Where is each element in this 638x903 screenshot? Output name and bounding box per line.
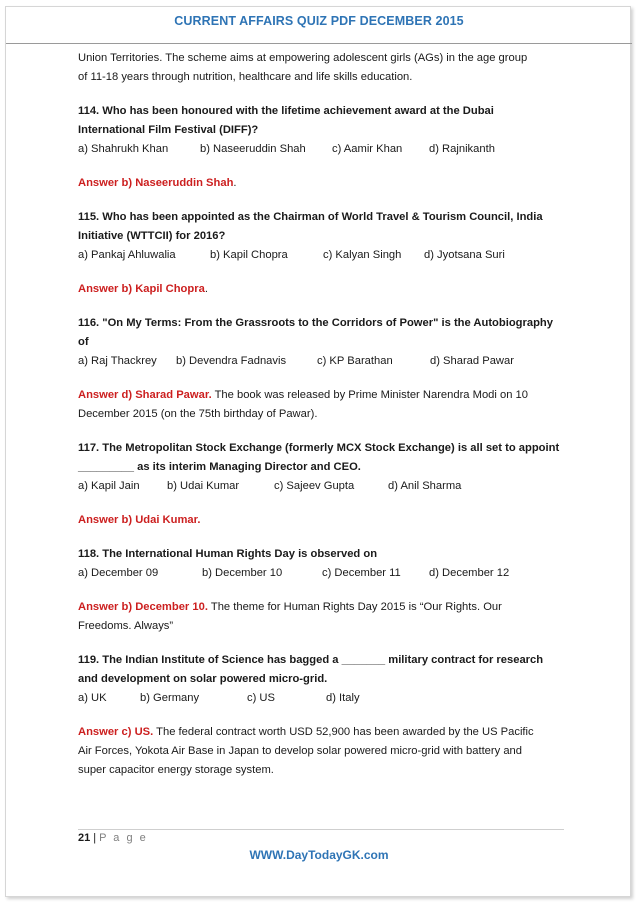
option: c) Aamir Khan (332, 143, 403, 155)
options-row (78, 352, 564, 371)
option: b) Germany (140, 692, 200, 704)
intro-line: of 11-18 years through nutrition, healthcare and life skills education. (78, 71, 413, 83)
answer-text: The book was released by Prime Minister Narendra Modi on 10 (211, 389, 528, 401)
answer-line (78, 723, 564, 742)
option: b) Udai Kumar (167, 480, 240, 492)
answer-line (78, 280, 564, 299)
header-divider (6, 43, 632, 44)
question-text: 119. The Indian Institute of Science has bagged a _______ military contract for research (78, 654, 544, 666)
option: a) Raj Thackrey (78, 355, 157, 367)
answer-label: Answer d) Sharad Pawar. (78, 389, 212, 401)
question-text: and development on solar powered micro-grid. (78, 673, 328, 685)
question-text: 117. The Metropolitan Stock Exchange (formerly MCX Stock Exchange) is all set to appoint (78, 442, 560, 454)
option: c) KP Barathan (317, 355, 393, 367)
question-text: 116. "On My Terms: From the Grassroots to the Corridors of Power" is the Autobiography (78, 317, 553, 329)
option: d) Rajnikanth (429, 143, 495, 155)
answer-text: . (233, 177, 237, 189)
page-content (78, 49, 564, 780)
question-text: Initiative (WTTCII) for 2016? (78, 230, 226, 242)
answer-text: The theme for Human Rights Day 2015 is “Our Rights. Our (207, 601, 502, 613)
answer-line (78, 174, 564, 193)
page-number-value: 21 (78, 832, 91, 844)
option: d) Jyotsana Suri (424, 249, 505, 261)
answer-label: Answer b) Kapil Chopra (78, 283, 205, 295)
page-word: P a g e (99, 832, 148, 844)
answer-text: super capacitor energy storage system. (78, 764, 274, 776)
option: a) December 09 (78, 567, 159, 579)
question-text: 115. Who has been appointed as the Chairman of World Travel & Tourism Council, India (78, 211, 543, 223)
option: d) Italy (326, 692, 360, 704)
option: b) Naseeruddin Shah (200, 143, 306, 155)
options-row (78, 564, 564, 583)
option: c) US (247, 692, 275, 704)
options-row (78, 689, 564, 708)
answer-text: . (204, 283, 208, 295)
option: a) Pankaj Ahluwalia (78, 249, 176, 261)
option: a) Kapil Jain (78, 480, 140, 492)
option: d) December 12 (429, 567, 510, 579)
answer-label: Answer b) Udai Kumar. (78, 514, 201, 526)
footer-site-link[interactable]: WWW.DayTodayGK.com (249, 848, 389, 862)
option: a) UK (78, 692, 107, 704)
question-text: International Film Festival (DIFF)? (78, 124, 259, 136)
answer-label: Answer b) Naseeruddin Shah (78, 177, 234, 189)
page-header-title: CURRENT AFFAIRS QUIZ PDF DECEMBER 2015 (174, 14, 464, 28)
options-row (78, 140, 564, 159)
question-text: 118. The International Human Rights Day is observed on (78, 548, 378, 560)
answer-text: Freedoms. Always” (78, 620, 174, 632)
footer-divider (78, 829, 564, 830)
option: c) Sajeev Gupta (274, 480, 355, 492)
intro-line: Union Territories. The scheme aims at empowering adolescent girls (AGs) in the age group (78, 52, 528, 64)
option: b) Devendra Fadnavis (176, 355, 287, 367)
page-separator: | (93, 832, 97, 844)
option: d) Anil Sharma (388, 480, 462, 492)
answer-line (78, 598, 564, 617)
option: d) Sharad Pawar (430, 355, 514, 367)
option: b) December 10 (202, 567, 283, 579)
question-text: of (78, 336, 89, 348)
answer-label: Answer b) December 10. (78, 601, 208, 613)
option: b) Kapil Chopra (210, 249, 288, 261)
options-row (78, 246, 564, 265)
answer-line (78, 511, 564, 530)
answer-line (78, 386, 564, 405)
question-text: _________ as its interim Managing Director and CEO. (78, 461, 361, 473)
answer-text: Air Forces, Yokota Air Base in Japan to develop solar powered micro-grid with battery and (78, 745, 523, 757)
answer-text: The federal contract worth USD 52,900 has been awarded by the US Pacific (153, 726, 534, 738)
option: c) December 11 (322, 567, 401, 579)
page-number (78, 832, 148, 844)
answer-text: December 2015 (on the 75th birthday of Pawar). (78, 408, 318, 420)
answer-label: Answer c) US. (78, 726, 154, 738)
option: a) Shahrukh Khan (78, 143, 169, 155)
option: c) Kalyan Singh (323, 249, 402, 261)
question-text: 114. Who has been honoured with the lifetime achievement award at the Dubai (78, 105, 494, 117)
options-row (78, 477, 564, 496)
